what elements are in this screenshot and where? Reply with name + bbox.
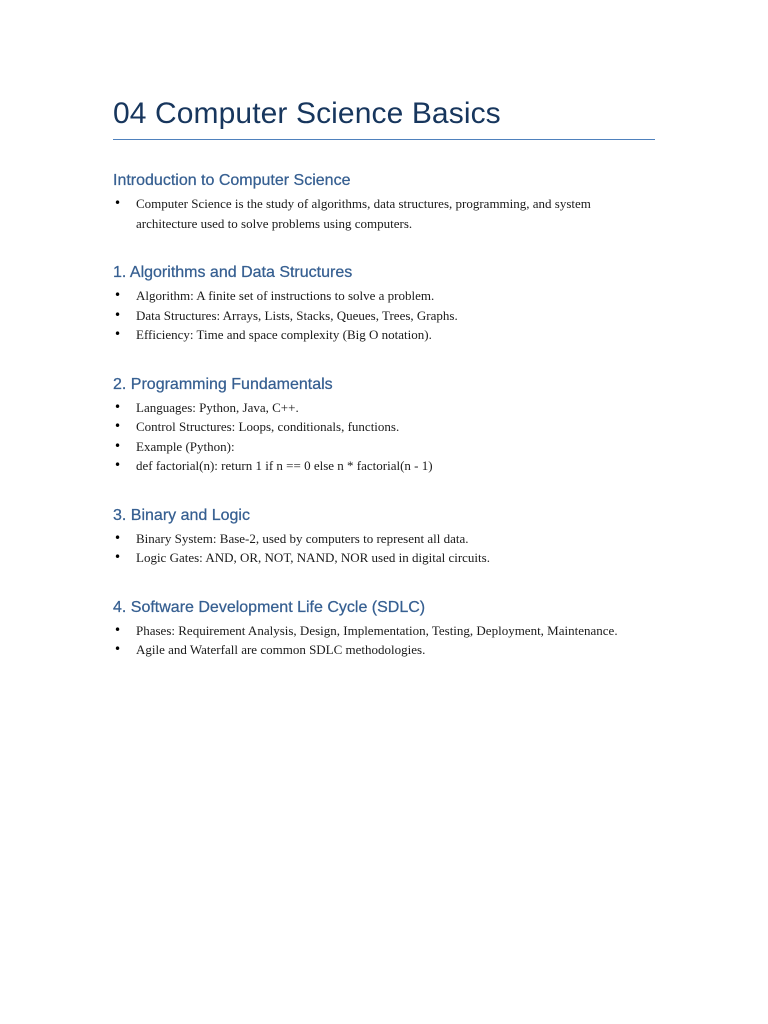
list-item: [113, 417, 655, 437]
bullet-dot-icon: •: [114, 307, 122, 322]
list-item: [113, 306, 655, 326]
section-heading: Introduction to Computer Science: [113, 172, 351, 189]
document-body: [113, 94, 655, 660]
list-item: [113, 621, 655, 641]
list-item-text: def factorial(n): return 1 if n == 0 else n * factorial(n - 1): [136, 458, 433, 473]
list-item: [113, 325, 655, 345]
list-item-text: Example (Python):: [136, 438, 235, 454]
list-item-text: Algorithm: A finite set of instructions to solve a problem.: [136, 288, 435, 303]
list-item: [113, 640, 655, 660]
list-item: [113, 286, 655, 306]
section-programming: [113, 375, 655, 476]
list-item: [113, 548, 655, 568]
list-item-text: Efficiency: Time and space complexity (Big O notation).: [136, 327, 432, 342]
bullet-dot-icon: •: [114, 419, 122, 433]
section-heading: 1. Algorithms and Data Structures: [113, 264, 353, 281]
bullet-list: [113, 529, 655, 568]
bullet-dot-icon: •: [114, 550, 122, 564]
section-heading: 4. Software Development Life Cycle (SDLC): [113, 598, 426, 616]
list-item: [113, 437, 655, 457]
section-sdlc: [113, 598, 655, 660]
section-introduction: [113, 171, 655, 233]
list-item-text: Binary System: Base-2, used by computers to represent all data.: [136, 530, 469, 546]
bullet-dot-icon: •: [114, 458, 122, 472]
section-heading: 3. Binary and Logic: [113, 506, 250, 524]
bullet-dot-icon: •: [114, 399, 122, 414]
section-algorithms: [113, 263, 655, 345]
list-item-text: Languages: Python, Java, C++.: [136, 399, 299, 415]
bullet-dot-icon: •: [114, 642, 122, 656]
list-item: [113, 529, 655, 549]
list-item-text: Control Structures: Loops, conditionals, functions.: [136, 419, 400, 434]
list-item-text: Phases: Requirement Analysis, Design, Implementation, Testing, Deployment, Maintenance.: [136, 622, 618, 638]
section-binary-logic: [113, 506, 655, 568]
bullet-list: [113, 194, 655, 233]
bullet-dot-icon: •: [114, 622, 122, 637]
bullet-dot-icon: •: [114, 327, 122, 341]
bullet-dot-icon: •: [114, 530, 122, 545]
section-heading: 2. Programming Fundamentals: [113, 375, 333, 393]
list-item-text: Computer Science is the study of algorithms, data structures, programming, and system architecture used to solve problems using computers.: [136, 196, 591, 231]
document-title: 04 Computer Science Basics: [113, 94, 655, 140]
bullet-list: [113, 286, 655, 345]
bullet-dot-icon: •: [114, 438, 122, 453]
bullet-list: [113, 398, 655, 476]
bullet-dot-icon: •: [114, 196, 122, 210]
list-item-text: Data Structures: Arrays, Lists, Stacks, Queues, Trees, Graphs.: [136, 307, 458, 323]
bullet-dot-icon: •: [114, 288, 122, 302]
bullet-list: [113, 621, 655, 660]
list-item: [113, 194, 655, 233]
list-item-text: Agile and Waterfall are common SDLC methodologies.: [136, 642, 426, 657]
list-item-text: Logic Gates: AND, OR, NOT, NAND, NOR used in digital circuits.: [136, 550, 490, 565]
list-item: [113, 398, 655, 418]
list-item: [113, 456, 655, 476]
